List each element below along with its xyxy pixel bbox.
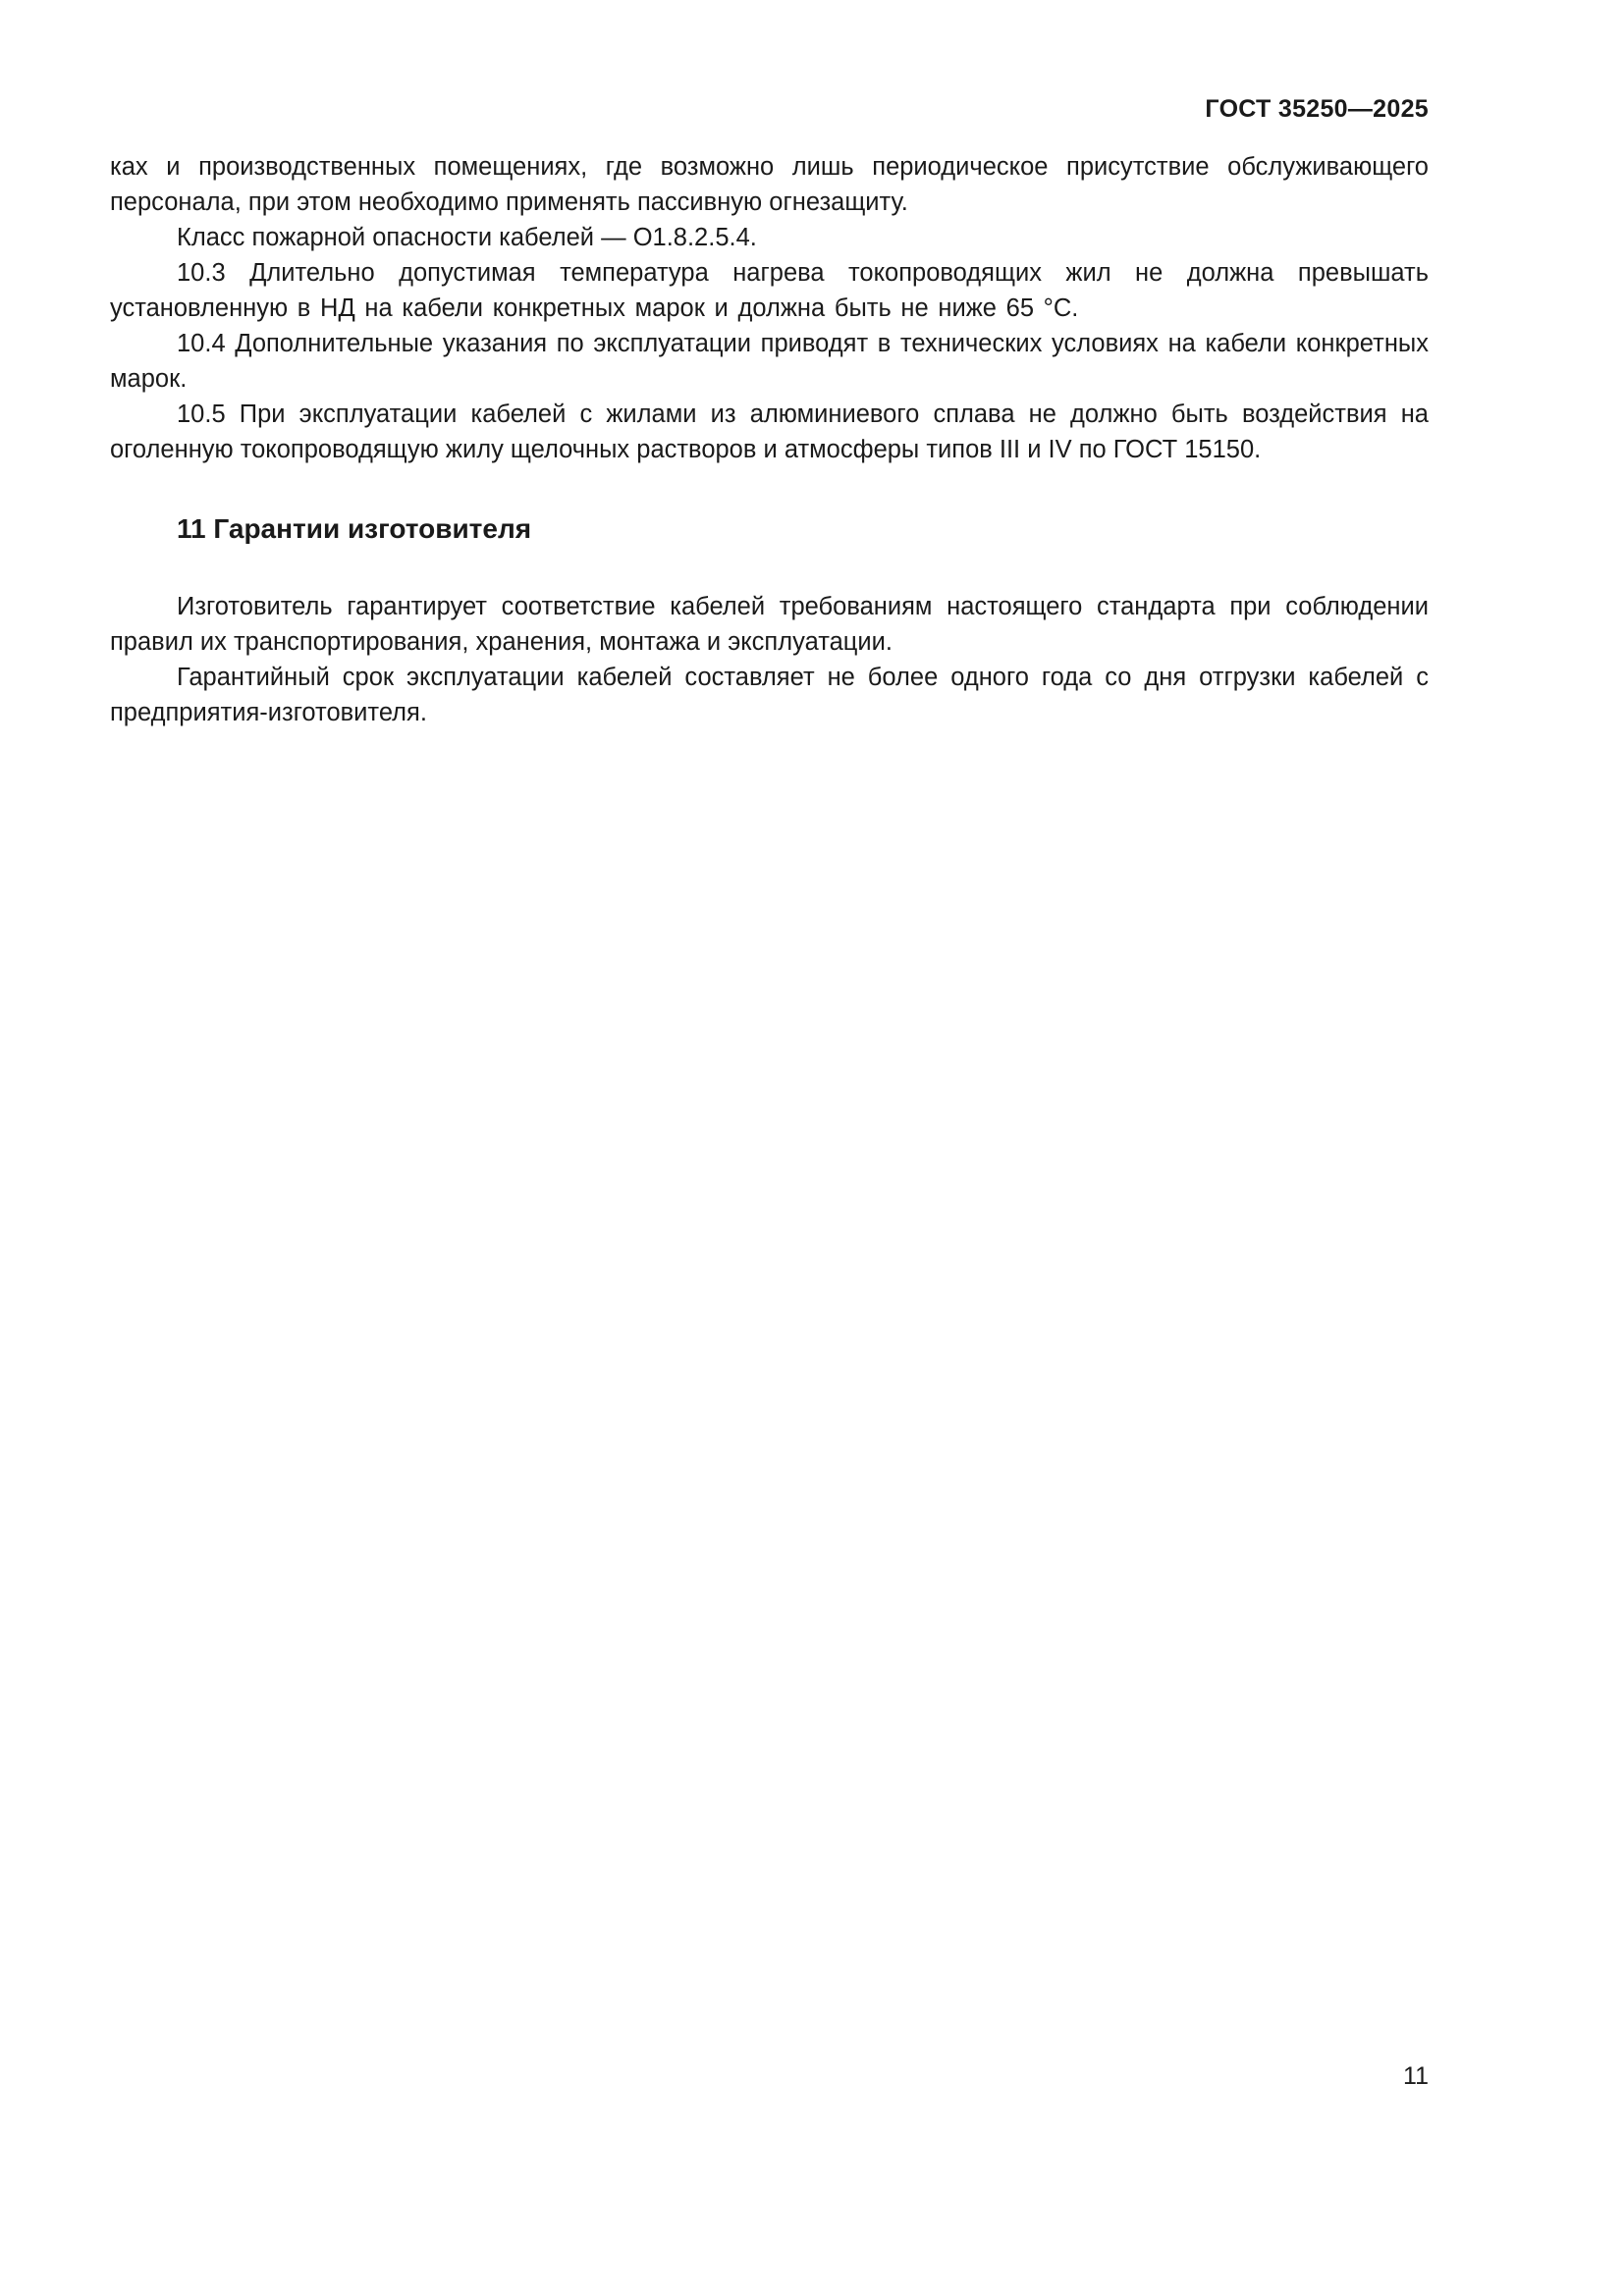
running-header-standard-number: ГОСТ 35250—2025 bbox=[1205, 95, 1429, 123]
page-number: 11 bbox=[1403, 2062, 1429, 2090]
text-column bbox=[110, 149, 1429, 730]
paragraph-clause-10-4: 10.4 Дополнительные указания по эксплуатации приводят в технических условиях на кабели конкретных марок. bbox=[110, 330, 1429, 393]
paragraph-fire-hazard-class: Класс пожарной опасности кабелей — О1.8.2.5.4. bbox=[177, 224, 757, 251]
paragraph-warranty-period: Гарантийный срок эксплуатации кабелей составляет не более одного года со дня отгрузки кабелей с предприятия-изготовителя. bbox=[110, 664, 1429, 726]
paragraph-clause-10-5: 10.5 При эксплуатации кабелей с жилами из алюминиевого сплава не должно быть воздействия на оголенную токопроводящую жилу щелочных растворов и атмосферы типов III и IV по ГОСТ 15150. bbox=[110, 400, 1429, 463]
spacer-after-section-heading bbox=[110, 546, 1429, 589]
section-heading-11: 11 Гарантии изготовителя bbox=[177, 513, 532, 544]
paragraph-continuation: ках и производственных помещениях, где возможно лишь периодическое присутствие обслуживающего персонала, при этом необходимо применять пассивную огнезащиту. bbox=[110, 153, 1429, 216]
paragraph-clause-10-3: 10.3 Длительно допустимая температура нагрева токопроводящих жил не должна превышать установленную в НД на кабели конкретных марок и должна быть не ниже 65 °C. bbox=[110, 259, 1429, 322]
paragraph-warranty-conformity: Изготовитель гарантирует соответствие кабелей требованиям настоящего стандарта при соблюдении правил их транспортирования, хранения, монтажа и эксплуатации. bbox=[110, 593, 1429, 656]
spacer-before-section-heading bbox=[110, 467, 1429, 512]
